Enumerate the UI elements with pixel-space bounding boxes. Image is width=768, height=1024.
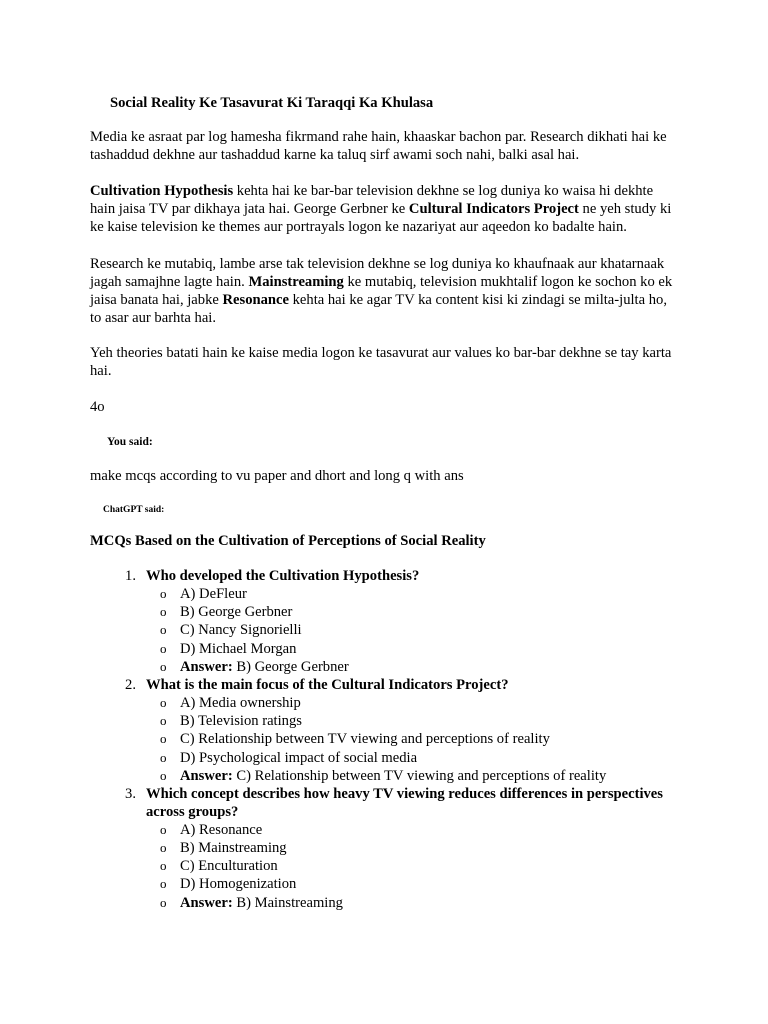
mcq-question: [90, 785, 690, 821]
chatgpt-said-label: ChatGPT said:: [103, 505, 165, 515]
mcq-list: [90, 567, 690, 912]
answer-value: C) Relationship between TV viewing and perceptions of reality: [232, 767, 607, 784]
mcq-option: [90, 821, 690, 839]
bullet-marker: o: [160, 694, 167, 710]
bullet-marker: o: [160, 586, 167, 601]
question-number: [90, 676, 136, 694]
question-number: [90, 785, 136, 821]
bullet-marker: o: [160, 858, 167, 874]
bullet-marker: o: [160, 749, 167, 765]
option-text: B) George Gerbner: [180, 604, 293, 621]
user-prompt: make mcqs according to vu paper and dhort and long q with ans: [90, 468, 464, 484]
mcq-question: [90, 676, 690, 694]
bullet-marker: o: [160, 894, 167, 910]
answer-text: [180, 894, 343, 912]
answer-text: [180, 658, 349, 676]
option-text: B) Television ratings: [180, 713, 302, 730]
bullet-marker: o: [160, 840, 167, 856]
term-mainstreaming: Mainstreaming: [248, 274, 344, 290]
mcq-option: [90, 585, 690, 603]
term-cultural-indicators-project: Cultural Indicators Project: [408, 201, 579, 217]
mcq-option: [90, 640, 690, 658]
option-text: D) Michael Morgan: [180, 640, 297, 657]
mcq-answer: [90, 894, 690, 912]
document-title: Social Reality Ke Tasavurat Ki Taraqqi Ka Khulasa: [110, 95, 434, 111]
paragraph-research: Research ke mutabiq, lambe arse tak television dekhne se log duniya ko khaufnaak aur khatarnaak jagah samajhne lagte hain. Mainstreaming ke mutabiq, television mukhtalif logon ke sochon ko ek jaisa banata hai, jabke Resonance kehta hai ke agar TV ka content kisi ki zindagi se milta-julta ho, to asar aur barhta hai.: [90, 256, 673, 326]
bullet-marker: o: [160, 876, 167, 892]
you-said-label: You said:: [107, 436, 153, 448]
bullet-marker: o: [160, 640, 167, 656]
question-number: [90, 567, 136, 585]
mcq-option: [90, 730, 690, 748]
paragraph-cultivation: Cultivation Hypothesis kehta hai ke bar-bar television dekhne se log duniya ko waisa hi dekhte hain jaisa TV par dikhaya jata hai. George Gerbner ke Cultural Indicators Project ne yeh study ki ke kaise television ke themes aur portrayals logon ke nazariyat aur aqeedon ko badalte hain.: [90, 183, 672, 235]
bullet-marker: o: [160, 713, 167, 729]
mcq-option: [90, 749, 690, 767]
mcq-answer: [90, 767, 690, 785]
paragraph-intro: Media ke asraat par log hamesha fikrmand rahe hain, khaaskar bachon par. Research dikhati hai ke tashaddud dekhne aur tashaddud karne ka taluq sirf awami soch nahi, balki asal hai.: [90, 129, 667, 163]
option-text: A) Media ownership: [180, 694, 301, 711]
question-text: What is the main focus of the Cultural Indicators Project?: [146, 676, 509, 693]
term-cultivation-hypothesis: Cultivation Hypothesis: [90, 183, 234, 199]
mcq-option: [90, 875, 690, 893]
question-text: Which concept describes how heavy TV viewing reduces differences in perspectives across groups?: [146, 785, 663, 820]
mcq-option: [90, 694, 690, 712]
option-text: A) DeFleur: [180, 586, 247, 602]
paragraph-conclusion: Yeh theories batati hain ke kaise media logon ke tasavurat aur values ko bar-bar dekhne se tay karta hai.: [90, 345, 672, 379]
mcq-answer: [90, 658, 690, 676]
answer-value: B) George Gerbner: [232, 658, 349, 675]
bullet-marker: o: [160, 731, 167, 747]
question-text: Who developed the Cultivation Hypothesis?: [146, 568, 420, 584]
bullet-marker: o: [160, 821, 167, 837]
mcq-option: [90, 603, 690, 621]
answer-value: B) Mainstreaming: [232, 894, 343, 911]
option-text: C) Relationship between TV viewing and perceptions of reality: [180, 731, 550, 748]
option-text: B) Mainstreaming: [180, 840, 287, 857]
question-number-text: 1.: [125, 568, 136, 584]
term-resonance: Resonance: [222, 292, 289, 308]
answer-label: Answer:: [180, 894, 233, 911]
option-text: C) Nancy Signorielli: [180, 622, 302, 639]
answer-label: Answer:: [180, 767, 233, 784]
option-text: D) Psychological impact of social media: [180, 749, 418, 766]
question-number-text: 2.: [125, 676, 136, 693]
answer-label: Answer:: [180, 658, 233, 675]
mcq-option: [90, 839, 690, 857]
mcq-heading: MCQs Based on the Cultivation of Perceptions of Social Reality: [90, 533, 486, 549]
bullet-marker: o: [160, 658, 167, 674]
mcq-question: [90, 567, 690, 585]
bullet-marker: o: [160, 604, 167, 620]
question-number-text: 3.: [125, 785, 136, 802]
option-text: A) Resonance: [180, 821, 263, 838]
bullet-marker: o: [160, 622, 167, 638]
mcq-option: [90, 621, 690, 639]
option-text: C) Enculturation: [180, 858, 278, 875]
option-text: D) Homogenization: [180, 876, 297, 893]
answer-text: [180, 767, 606, 785]
mcq-option: [90, 712, 690, 730]
mcq-option: [90, 857, 690, 875]
model-label: 4o: [90, 399, 105, 415]
bullet-marker: o: [160, 767, 167, 783]
